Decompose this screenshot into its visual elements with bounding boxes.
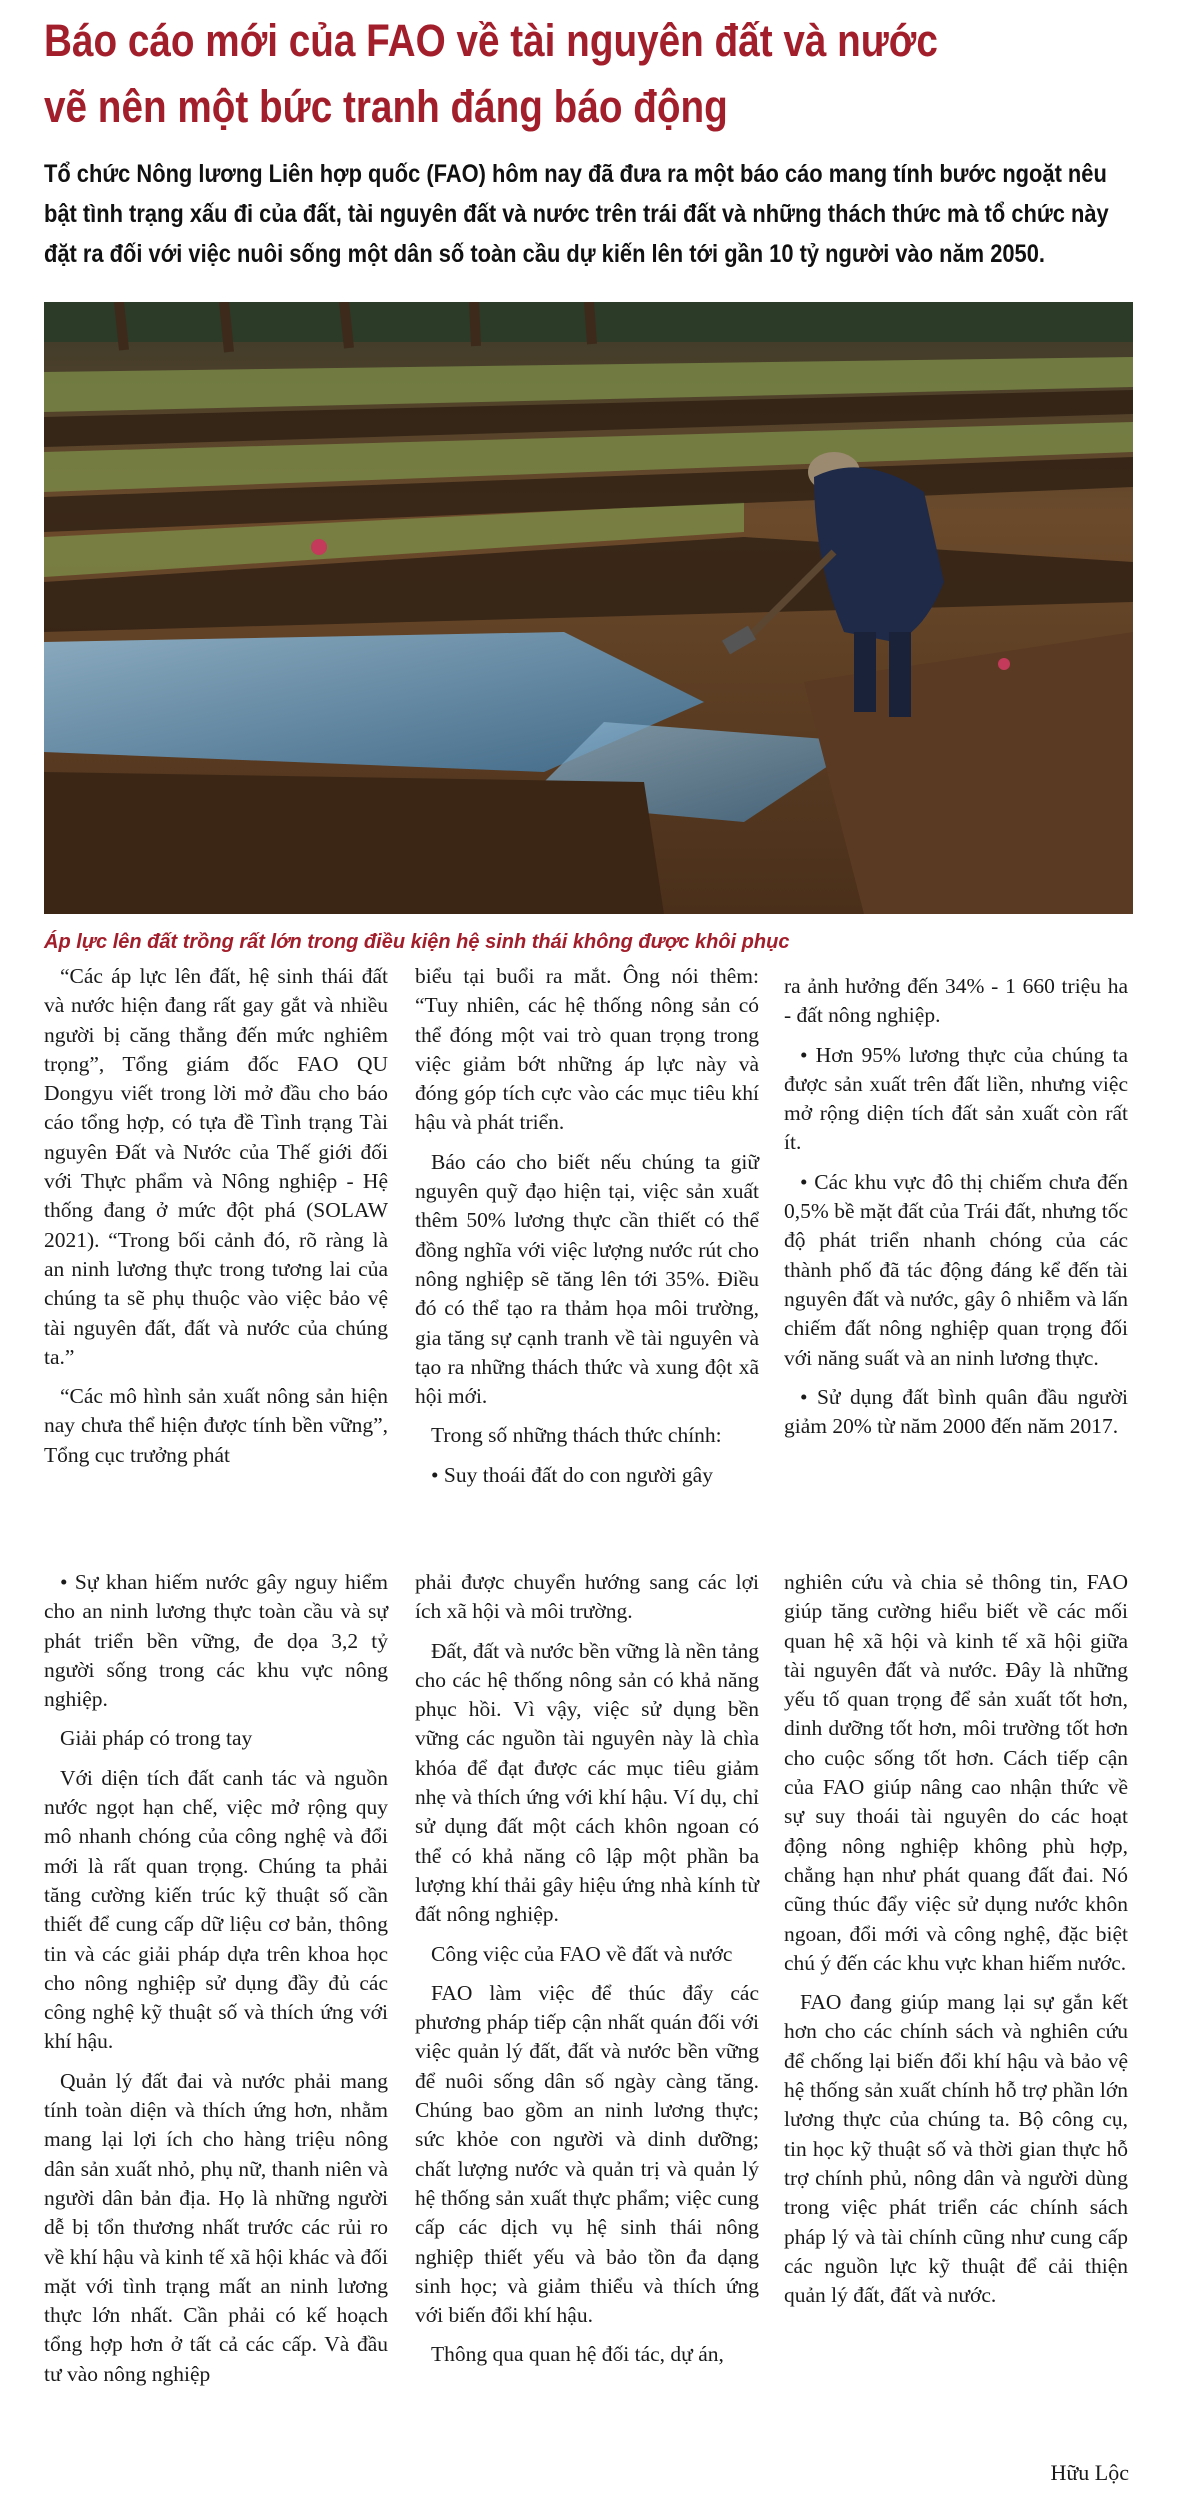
paragraph: Báo cáo cho biết nếu chúng ta giữ nguyên quỹ đạo hiện tại, việc sản xuất thêm 50% lương thực cần thiết có thể đồng nghĩa với việc lượng nước rút cho nông nghiệp sẽ tăng lên tới 35%. Điều đó có thể tạo ra thảm họa môi trường, gia tăng sự cạnh tranh về tài nguyên và tạo ra những thách thức và xung đột xã hội mới. bbox=[415, 1149, 759, 1409]
article-photo bbox=[44, 302, 1133, 914]
article-headline: Báo cáo mới của FAO về tài nguyên đất và nước vẽ nên một bức tranh đáng báo động bbox=[44, 15, 938, 132]
bullet-item: • Sử dụng đất bình quân đầu người giảm 20% từ năm 2000 đến năm 2017. bbox=[784, 1384, 1128, 1439]
paragraph: “Các mô hình sản xuất nông sản hiện nay chưa thể hiện được tính bền vững”, Tổng cục trưởng phát bbox=[44, 1384, 388, 1467]
article-column-1 bbox=[44, 962, 388, 1480]
article-column-3 bbox=[784, 972, 1128, 1451]
photo-caption: Áp lực lên đất trồng rất lớn trong điều kiện hệ sinh thái không được khôi phục bbox=[44, 931, 790, 953]
paragraph: biểu tại buổi ra mắt. Ông nói thêm: “Tuy nhiên, các hệ thống nông sản có thể đóng một vai trò quan trọng trong việc giảm bớt những áp lực này và đóng góp tích cực vào các mục tiêu khí hậu và phát triển. bbox=[415, 964, 759, 1135]
paragraph: FAO đang giúp mang lại sự gắn kết hơn cho các chính sách và nghiên cứu để chống lại biến đổi khí hậu và bảo vệ hệ thống sản xuất chính hỗ trợ phần lớn lương thực của chúng ta. Bộ công cụ, tin học kỹ thuật số và thời gian thực hỗ trợ chính phủ, nông dân và người dùng trong việc phát triển các chính sách pháp lý và tài chính cũng như cung cấp các nguồn lực kỹ thuật để cải thiện quản lý đất, đất và nước. bbox=[784, 1990, 1128, 2308]
article-column-2 bbox=[415, 962, 759, 1500]
paragraph: phải được chuyển hướng sang các lợi ích xã hội và môi trường. bbox=[415, 1570, 759, 1624]
bullet-item: • Sự khan hiếm nước gây nguy hiểm cho an ninh lương thực toàn cầu và sự phát triển bền vững, đe dọa 3,2 tỷ người sống trong các khu vực nông nghiệp. bbox=[44, 1570, 388, 1712]
paragraph: FAO làm việc để thúc đẩy các phương pháp tiếp cận nhất quán đối với việc quản lý đất, đất và nước bền vững để nuôi sống dân số ngày càng tăng. Chúng bao gồm an ninh lương thực; sức khỏe con người và dinh dưỡng; chất lượng nước và quản trị và quản lý hệ thống sản xuất thực phẩm; việc cung cấp các dịch vụ hệ sinh thái nông nghiệp thiết yếu và bảo tồn đa dạng sinh học; và giảm thiểu và thích ứng với biến đổi khí hậu. bbox=[415, 1980, 759, 2328]
paragraph: Thông qua quan hệ đối tác, dự án, bbox=[431, 2342, 724, 2367]
bullet-item: • Hơn 95% lương thực của chúng ta được sản xuất trên đất liền, nhưng việc mở rộng diện tích đất sản xuất còn rất ít. bbox=[784, 1042, 1128, 1155]
section-subheading: Giải pháp có trong tay bbox=[60, 1726, 253, 1751]
paragraph: ra ảnh hưởng đến 34% - 1 660 triệu ha - đất nông nghiệp. bbox=[784, 974, 1128, 1028]
author-byline: Hữu Lộc bbox=[1050, 2460, 1129, 2485]
paragraph: Với diện tích đất canh tác và nguồn nước ngọt hạn chế, việc mở rộng quy mô nhanh chóng của công nghệ và đổi mới là rất quan trọng. Chúng ta phải tăng cường kiến trúc kỹ thuật số cần thiết để cung cấp dữ liệu cơ bản, thông tin và các giải pháp dựa trên khoa học cho nông nghiệp sử dụng đầy đủ các công nghệ kỹ thuật số và thích ứng với khí hậu. bbox=[44, 1765, 388, 2054]
paragraph: Quản lý đất đai và nước phải mang tính toàn diện và thích ứng hơn, nhằm mang lại lợi ích cho hàng triệu nông dân sản xuất nhỏ, phụ nữ, thanh niên và người dân bản địa. Họ là những người dễ bị tổn thương nhất trước các rủi ro về khí hậu và kinh tế xã hội khác và đối mặt với tình trạng mất an ninh lương thực lớn nhất. Cần phải có kế hoạch tổng hợp hơn ở tất cả các cấp. Và đầu tư vào nông nghiệp bbox=[44, 2068, 388, 2386]
article-column-4 bbox=[44, 1568, 388, 2399]
article-lead: Tổ chức Nông lương Liên hợp quốc (FAO) hôm nay đã đưa ra một báo cáo mang tính bước ngoặt nêu bật tình trạng xấu đi của đất, tài nguyên đất và nước trên trái đất và những thách thức mà tổ chức này đặt ra đối với việc nuôi sống một dân số toàn cầu dự kiến lên tới gần 10 tỷ người vào năm 2050. bbox=[44, 160, 1109, 268]
bullet-item: • Suy thoái đất do con người gây bbox=[431, 1462, 713, 1487]
paragraph: Đất, đất và nước bền vững là nền tảng cho các hệ thống nông sản có khả năng phục hồi. Vì vậy, việc sử dụng bền vững các nguồn tài nguyên này là chìa khóa để đạt được các mục tiêu giảm nhẹ và thích ứng với khí hậu. Ví dụ, chỉ sử dụng đất một cách khôn ngoan có thể có khả năng cô lập một phần ba lượng khí thải gây hiệu ứng nhà kính từ đất nông nghiệp. bbox=[415, 1638, 759, 1927]
bullet-item: • Các khu vực đô thị chiếm chưa đến 0,5% bề mặt đất của Trái đất, nhưng tốc độ phát triển nhanh chóng của các thành phố đã tác động đáng kể đến tài nguyên đất và nước, gây ô nhiễm và lấn chiếm đất nông nghiệp quan trọng đối với năng suất và an ninh lương thực. bbox=[784, 1169, 1128, 1370]
article-column-5 bbox=[415, 1568, 759, 2380]
section-subheading: Công việc của FAO về đất và nước bbox=[431, 1941, 733, 1966]
farmer-field-image bbox=[44, 302, 1133, 914]
paragraph: nghiên cứu và chia sẻ thông tin, FAO giúp tăng cường hiểu biết về các mối quan hệ xã hội và kinh tế xã hội giữa tài nguyên đất và nước. Đây là những yếu tố quan trọng để sản xuất tốt hơn, dinh dưỡng tốt hơn, môi trường tốt hơn cho cuộc sống tốt hơn. Cách tiếp cận của FAO giúp nâng cao nhận thức về sự suy thoái tài nguyên do các hoạt động nông nghiệp không phù hợp, chẳng hạn như phát quang đất đai. Nó cũng thúc đẩy việc sử dụng nước khôn ngoan, đổi mới và công nghệ, đặc biệt chú ý đến các khu vực khan hiếm nước. bbox=[784, 1570, 1128, 1975]
paragraph: Trong số những thách thức chính: bbox=[431, 1423, 722, 1448]
paragraph: “Các áp lực lên đất, hệ sinh thái đất và nước hiện đang rất gay gắt và nhiều người bị căng thẳng đến mức nghiêm trọng”, Tổng giám đốc FAO QU Dongyu viết trong lời mở đầu cho báo cáo tổng hợp, có tựa đề Tình trạng Tài nguyên Đất và Nước của Thế giới đối với Thực phẩm và Nông nghiệp - Hệ thống đang ở mức đột phá (SOLAW 2021). “Trong bối cảnh đó, rõ ràng là an ninh lương thực trong tương lai của chúng ta sẽ phụ thuộc vào việc bảo vệ tài nguyên đất, đất và nước của chúng ta.” bbox=[44, 964, 388, 1369]
article-column-6 bbox=[784, 1568, 1128, 2320]
